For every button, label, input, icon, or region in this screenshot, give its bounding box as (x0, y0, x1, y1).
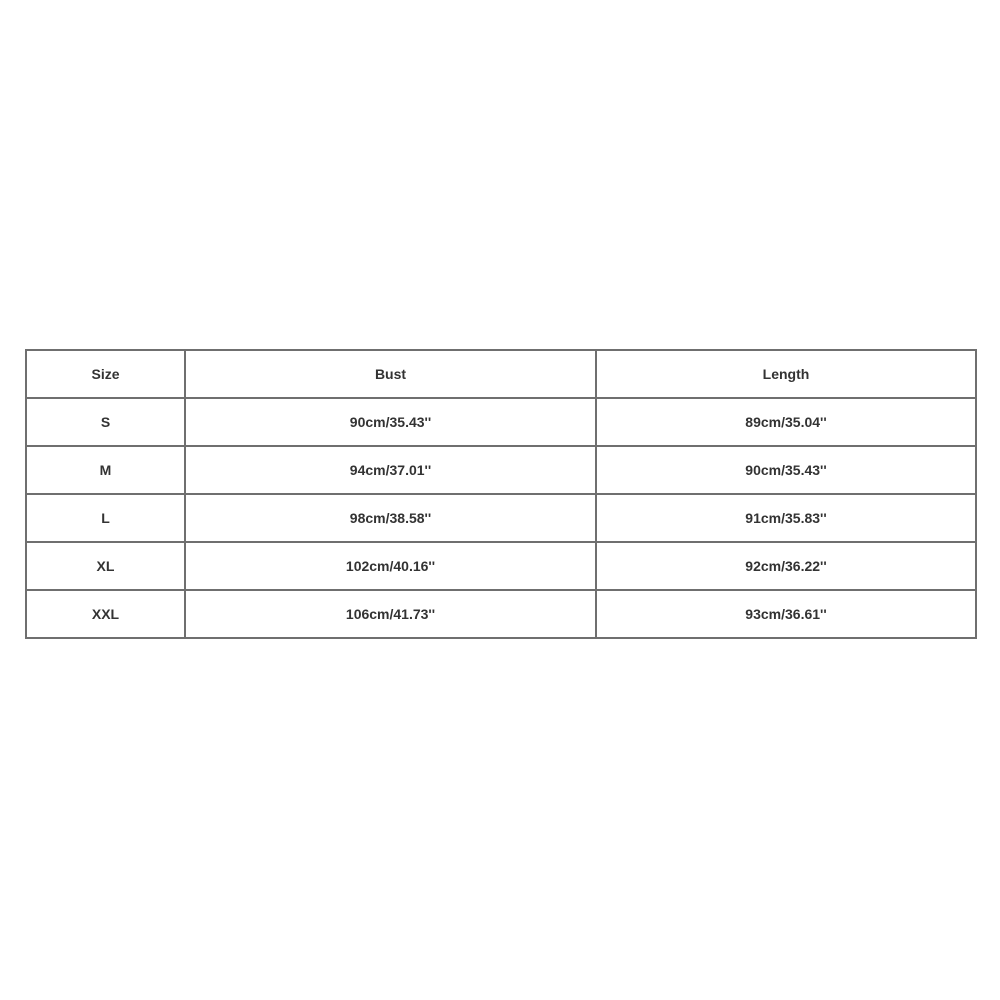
size-cell: XL (26, 542, 185, 590)
table-row (26, 446, 976, 494)
table-row (26, 494, 976, 542)
size-chart-table (25, 349, 977, 639)
bust-cell: 98cm/38.58'' (185, 494, 596, 542)
length-cell: 90cm/35.43'' (596, 446, 976, 494)
bust-cell: 102cm/40.16'' (185, 542, 596, 590)
header-length: Length (596, 350, 976, 398)
header-size: Size (26, 350, 185, 398)
size-cell: XXL (26, 590, 185, 638)
bust-cell: 106cm/41.73'' (185, 590, 596, 638)
table-row (26, 590, 976, 638)
header-bust: Bust (185, 350, 596, 398)
length-cell: 91cm/35.83'' (596, 494, 976, 542)
size-cell: S (26, 398, 185, 446)
table-row (26, 398, 976, 446)
length-cell: 89cm/35.04'' (596, 398, 976, 446)
bust-cell: 90cm/35.43'' (185, 398, 596, 446)
size-cell: M (26, 446, 185, 494)
bust-cell: 94cm/37.01'' (185, 446, 596, 494)
length-cell: 93cm/36.61'' (596, 590, 976, 638)
size-cell: L (26, 494, 185, 542)
length-cell: 92cm/36.22'' (596, 542, 976, 590)
table-row (26, 542, 976, 590)
header-row (26, 350, 976, 398)
